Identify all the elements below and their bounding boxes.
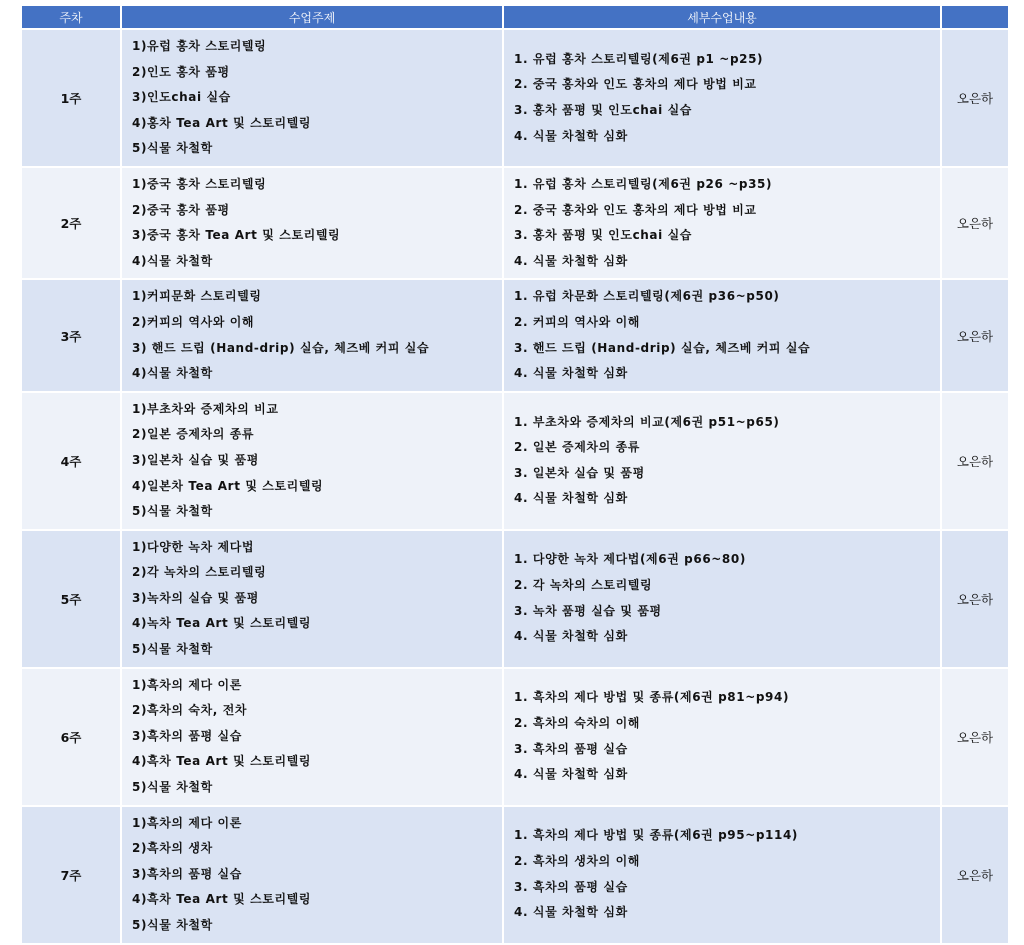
topic-line: 1)중국 홍차 스토리텔링 (132, 176, 267, 191)
topic-line: 1)흑차의 제다 이론 (132, 677, 242, 692)
details-cell (504, 30, 940, 166)
table-row (22, 531, 1008, 667)
topic-line: 4)식물 차철학 (132, 366, 213, 381)
header-instructor (942, 6, 1008, 28)
topic-line: 1)다양한 녹차 제다법 (132, 539, 255, 554)
detail-line: 2. 흑차의 생차의 이해 (514, 854, 640, 869)
detail-line: 3. 핸드 드립 (Hand-drip) 실습, 체즈베 커피 실습 (514, 340, 811, 355)
week-cell: 7주 (22, 807, 120, 943)
topic-cell (122, 30, 502, 166)
detail-line: 2. 각 녹차의 스토리텔링 (514, 578, 653, 593)
topic-line: 1)유럽 홍차 스토리텔링 (132, 39, 267, 53)
details-cell (504, 168, 940, 278)
topic-cell (122, 669, 502, 805)
detail-line: 2. 중국 홍차와 인도 홍차의 제다 방법 비교 (514, 202, 757, 217)
header-week: 주차 (22, 6, 120, 28)
topic-cell (122, 531, 502, 667)
detail-line: 3. 흑차의 품평 실습 (514, 879, 628, 894)
topic-line: 4)흑차 Tea Art 및 스토리텔링 (132, 892, 312, 907)
detail-line: 3. 녹차 품평 실습 및 품평 (514, 603, 662, 618)
detail-line: 3. 홍차 품평 및 인도chai 실습 (514, 102, 692, 117)
detail-line: 1. 흑차의 제다 방법 및 종류(제6권 p81~p94) (514, 690, 790, 705)
detail-line: 2. 중국 홍차와 인도 홍차의 제다 방법 비교 (514, 77, 757, 92)
detail-line: 2. 일본 증제차의 종류 (514, 440, 640, 455)
detail-line: 1. 유럽 홍차 스토리텔링(제6권 p1 ~p25) (514, 51, 764, 66)
topic-line: 5)식물 차철학 (132, 642, 213, 657)
header-details: 세부수업내용 (504, 6, 940, 28)
topic-line: 3)녹차의 실습 및 품평 (132, 590, 259, 605)
detail-line: 1. 유럽 홍차 스토리텔링(제6권 p26 ~p35) (514, 176, 773, 191)
syllabus-table (20, 4, 1010, 945)
topic-line: 1)커피문화 스토리텔링 (132, 289, 262, 304)
instructor-cell: 오은하 (942, 168, 1008, 278)
topic-line: 3)중국 홍차 Tea Art 및 스토리텔링 (132, 228, 341, 243)
week-cell: 5주 (22, 531, 120, 667)
week-cell: 3주 (22, 280, 120, 390)
instructor-cell: 오은하 (942, 669, 1008, 805)
table-row (22, 280, 1008, 390)
topic-line: 3)흑차의 품평 실습 (132, 866, 242, 881)
week-cell: 4주 (22, 393, 120, 529)
topic-line: 4)식물 차철학 (132, 253, 213, 268)
detail-line: 4. 식물 차철학 심화 (514, 128, 628, 143)
detail-line: 4. 식물 차철학 심화 (514, 905, 628, 920)
detail-line: 2. 커피의 역사와 이해 (514, 314, 640, 329)
topic-line: 1)흑차의 제다 이론 (132, 815, 242, 830)
detail-line: 3. 흑차의 품평 실습 (514, 741, 628, 756)
week-cell: 2주 (22, 168, 120, 278)
detail-line: 1. 흑차의 제다 방법 및 종류(제6권 p95~p114) (514, 828, 798, 843)
detail-line: 1. 다양한 녹차 제다법(제6권 p66~80) (514, 552, 746, 567)
instructor-cell: 오은하 (942, 393, 1008, 529)
instructor-cell: 오은하 (942, 807, 1008, 943)
details-cell (504, 807, 940, 943)
detail-line: 1. 부초차와 증제차의 비교(제6권 p51~p65) (514, 414, 780, 429)
topic-line: 5)식물 차철학 (132, 504, 213, 519)
week-cell: 1주 (22, 30, 120, 166)
detail-line: 4. 식물 차철학 심화 (514, 253, 628, 268)
week-cell: 6주 (22, 669, 120, 805)
table-row (22, 30, 1008, 166)
topic-line: 5)식물 차철학 (132, 918, 213, 932)
detail-line: 3. 홍차 품평 및 인도chai 실습 (514, 228, 692, 243)
topic-cell (122, 807, 502, 943)
header-topic: 수업주제 (122, 6, 502, 28)
topic-line: 4)녹차 Tea Art 및 스토리텔링 (132, 616, 312, 631)
topic-line: 4)일본차 Tea Art 및 스토리텔링 (132, 478, 324, 493)
detail-line: 4. 식물 차철학 심화 (514, 491, 628, 506)
topic-line: 3)일본차 실습 및 품평 (132, 452, 259, 467)
table-row (22, 807, 1008, 943)
topic-line: 3)인도chai 실습 (132, 90, 231, 105)
instructor-cell: 오은하 (942, 531, 1008, 667)
topic-line: 5)식물 차철학 (132, 780, 213, 795)
detail-line: 4. 식물 차철학 심화 (514, 767, 628, 782)
topic-cell (122, 168, 502, 278)
table-row (22, 669, 1008, 805)
table-row (22, 168, 1008, 278)
topic-line: 2)커피의 역사와 이해 (132, 314, 255, 329)
header-row (22, 6, 1008, 28)
topic-cell (122, 280, 502, 390)
topic-cell (122, 393, 502, 529)
topic-line: 2)중국 홍차 품평 (132, 202, 230, 217)
detail-line: 3. 일본차 실습 및 품평 (514, 465, 645, 480)
detail-line: 4. 식물 차철학 심화 (514, 629, 628, 644)
details-cell (504, 393, 940, 529)
detail-line: 1. 유럽 차문화 스토리텔링(제6권 p36~p50) (514, 289, 780, 304)
detail-line: 4. 식물 차철학 심화 (514, 366, 628, 381)
topic-line: 1)부초차와 증제차의 비교 (132, 401, 279, 416)
topic-line: 2)흑차의 생차 (132, 841, 213, 856)
details-cell (504, 531, 940, 667)
topic-line: 4)홍차 Tea Art 및 스토리텔링 (132, 115, 312, 130)
topic-line: 2)일본 증제차의 종류 (132, 427, 255, 442)
topic-line: 2)흑차의 숙차, 전차 (132, 703, 248, 718)
topic-line: 5)식물 차철학 (132, 141, 213, 156)
topic-line: 3)흑차의 품평 실습 (132, 728, 242, 743)
instructor-cell: 오은하 (942, 30, 1008, 166)
topic-line: 4)흑차 Tea Art 및 스토리텔링 (132, 754, 312, 769)
topic-line: 2)인도 홍차 품평 (132, 64, 230, 79)
details-cell (504, 669, 940, 805)
topic-line: 3) 핸드 드립 (Hand-drip) 실습, 체즈베 커피 실습 (132, 340, 430, 355)
instructor-cell: 오은하 (942, 280, 1008, 390)
topic-line: 2)각 녹차의 스토리텔링 (132, 565, 267, 580)
detail-line: 2. 흑차의 숙차의 이해 (514, 716, 640, 731)
table-row (22, 393, 1008, 529)
details-cell (504, 280, 940, 390)
